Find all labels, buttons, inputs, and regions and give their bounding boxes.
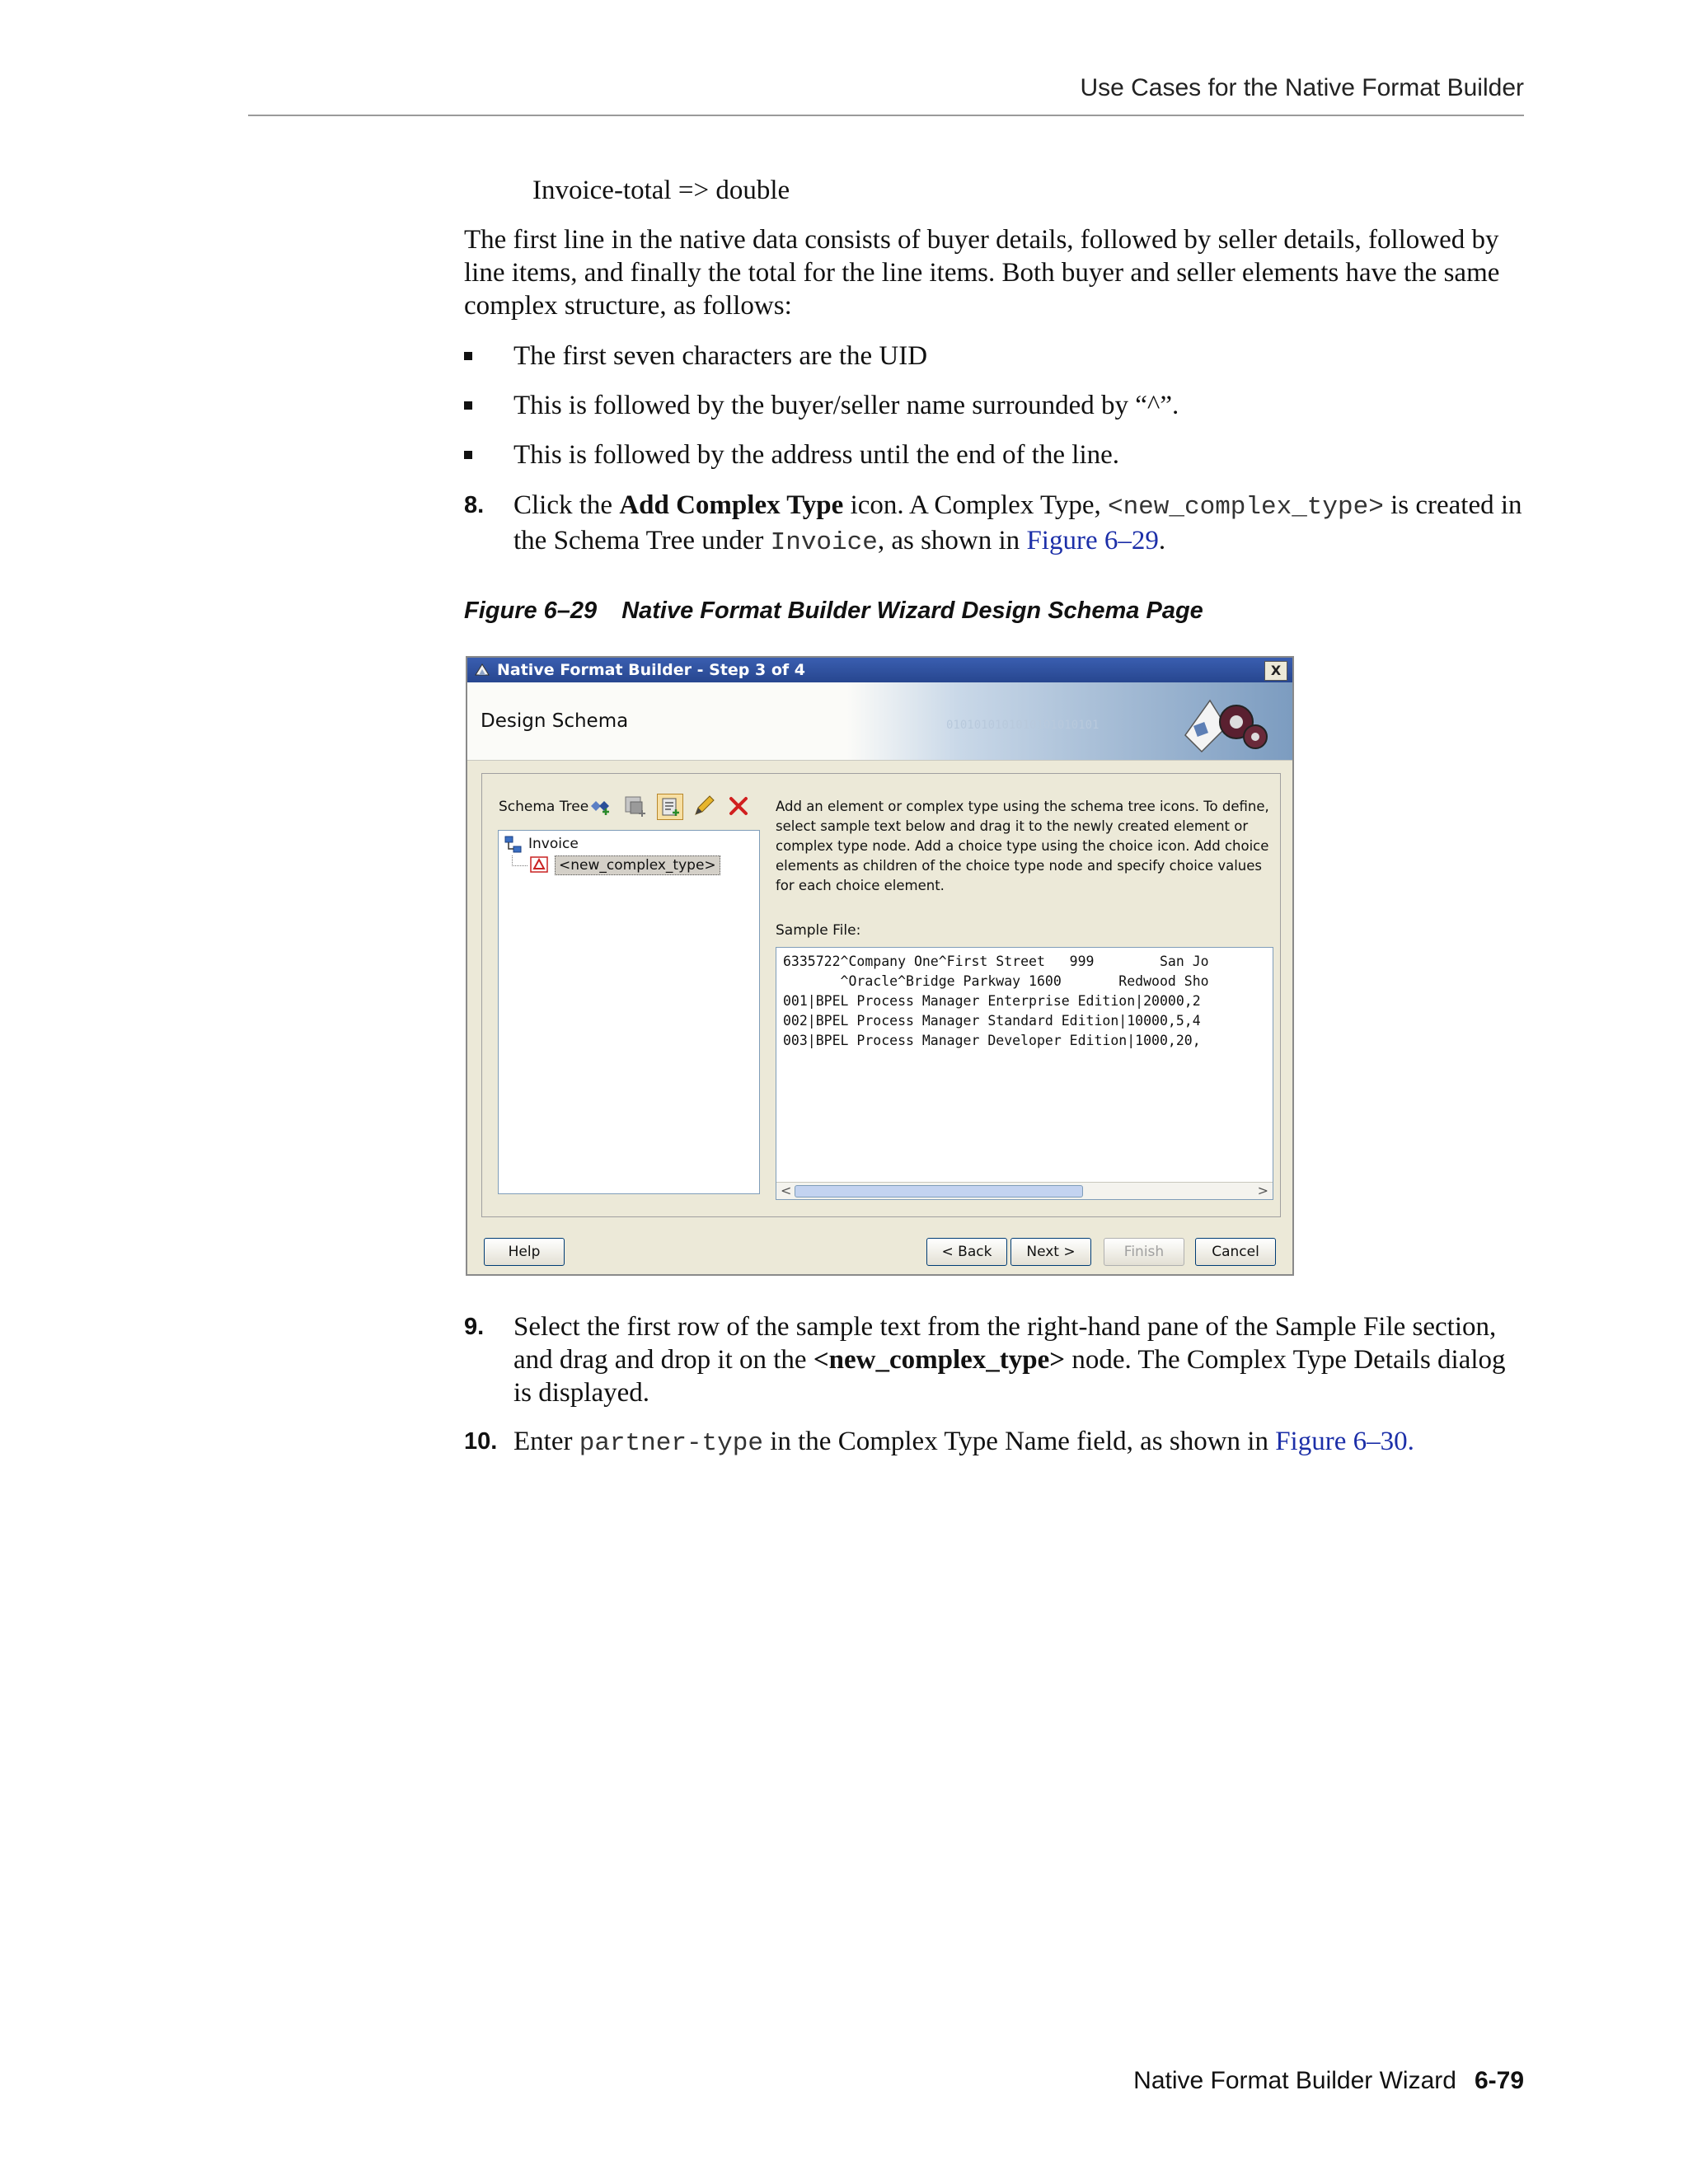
- bullet-square-icon: [464, 352, 472, 360]
- dialog-banner: [467, 682, 1292, 761]
- step-text: Enter partner-type in the Complex Type Name field, as shown in Figure 6–30.: [513, 1427, 1414, 1458]
- banner-graphic-icon: [847, 682, 1292, 760]
- edit-pencil-icon[interactable]: [692, 794, 716, 818]
- running-header: Use Cases for the Native Format Builder: [1080, 74, 1524, 101]
- wizard-dialog: [466, 656, 1294, 1276]
- bullet-text: This is followed by the address until the end of the line.: [513, 440, 1120, 470]
- dialog-titlebar: [467, 658, 1292, 682]
- scroll-right-icon[interactable]: >: [1257, 1183, 1268, 1198]
- sample-file-label: Sample File:: [776, 922, 861, 939]
- sample-line[interactable]: 6335722^Company One^First Street 999 San Jo: [783, 954, 1209, 969]
- delete-icon[interactable]: [726, 794, 751, 818]
- finish-button[interactable]: Finish: [1104, 1238, 1184, 1266]
- sample-line[interactable]: 003|BPEL Process Manager Developer Edition|1000,20,: [783, 1033, 1201, 1048]
- step-number: 9.: [464, 1314, 485, 1340]
- svg-text:0101010101010101010101: 0101010101010101010101: [946, 719, 1100, 732]
- step-8: [464, 489, 1527, 560]
- wizard-content-panel: [481, 773, 1281, 1217]
- next-button[interactable]: Next >: [1010, 1238, 1091, 1266]
- dialog-title: Native Format Builder - Step 3 of 4: [497, 661, 806, 679]
- instructions-text: Add an element or complex type using the schema tree icons. To define, select sample text below and drag it to the newly created element or complex type node. Add a choice type using the choice icon. Add choice elements as children of the choice type node and specify choice values for each choice element.: [776, 799, 1269, 893]
- header-rule: [248, 115, 1524, 116]
- intro-line: Invoice-total => double: [532, 176, 790, 205]
- step-number: 8.: [464, 492, 485, 518]
- tree-node-new-complex-type[interactable]: <new_complex_type>: [555, 855, 720, 875]
- figure-title: Native Format Builder Wizard Design Schema Page: [621, 598, 1203, 624]
- banner-art: [847, 682, 1292, 760]
- page-footer: [1133, 2067, 1524, 2095]
- figure-caption: [464, 598, 1203, 625]
- figure-link[interactable]: Figure 6–29: [1026, 526, 1159, 555]
- close-button[interactable]: X: [1264, 661, 1287, 681]
- figure-number: Figure 6–29: [464, 598, 598, 624]
- complex-type-icon: [530, 856, 548, 873]
- tree-connector: [512, 855, 528, 866]
- sample-line[interactable]: 002|BPEL Process Manager Standard Edition|10000,5,4: [783, 1013, 1201, 1029]
- page-number: 6-79: [1474, 2067, 1524, 2094]
- bullet-text: The first seven characters are the UID: [513, 341, 928, 371]
- scroll-left-icon[interactable]: <: [781, 1183, 792, 1198]
- tree-node-invoice[interactable]: Invoice: [528, 836, 579, 852]
- add-element-icon[interactable]: [588, 794, 612, 818]
- app-icon: [474, 662, 490, 678]
- intro-paragraph: The first line in the native data consists of buyer details, followed by seller details, followed by line items, and finally the total for the line items. Both buyer and seller elements have the same complex structure, as follows:: [464, 225, 1500, 321]
- step-9: [464, 1310, 1527, 1409]
- schema-tree: [498, 830, 760, 1194]
- tree-root-icon: [504, 835, 523, 855]
- scrollbar-thumb[interactable]: [795, 1185, 1083, 1197]
- banner-title: Design Schema: [481, 710, 629, 732]
- bullet-square-icon: [464, 401, 472, 410]
- back-button[interactable]: < Back: [926, 1238, 1007, 1266]
- cancel-button[interactable]: Cancel: [1195, 1238, 1276, 1266]
- add-complex-type-icon[interactable]: [657, 794, 683, 820]
- sample-line[interactable]: 001|BPEL Process Manager Enterprise Edition|20000,2: [783, 993, 1201, 1009]
- schema-tree-label: Schema Tree: [499, 799, 589, 815]
- step-text: Click the Add Complex Type icon. A Complex Type, <new_complex_type> is created in the Schema Tree under Invoice, as shown in Figure 6–29.: [513, 490, 1522, 557]
- help-button[interactable]: Help: [484, 1238, 565, 1266]
- add-choice-icon[interactable]: [622, 794, 647, 818]
- footer-section: Native Format Builder Wizard: [1133, 2067, 1456, 2094]
- bullet-text: This is followed by the buyer/seller name surrounded by “^”.: [513, 391, 1179, 420]
- sample-line[interactable]: ^Oracle^Bridge Parkway 1600 Redwood Sho: [783, 973, 1209, 989]
- sample-file-textarea[interactable]: [776, 947, 1273, 1200]
- figure-link[interactable]: Figure 6–30.: [1275, 1427, 1414, 1456]
- step-text: Select the first row of the sample text from the right-hand pane of the Sample File section, and drag and drop it on the <new_complex_type> node. The Complex Type Details dialog is displayed.: [513, 1312, 1506, 1408]
- horizontal-scrollbar[interactable]: [776, 1182, 1273, 1199]
- bullet-square-icon: [464, 451, 472, 459]
- step-10: [464, 1425, 1527, 1460]
- step-number: 10.: [464, 1428, 498, 1455]
